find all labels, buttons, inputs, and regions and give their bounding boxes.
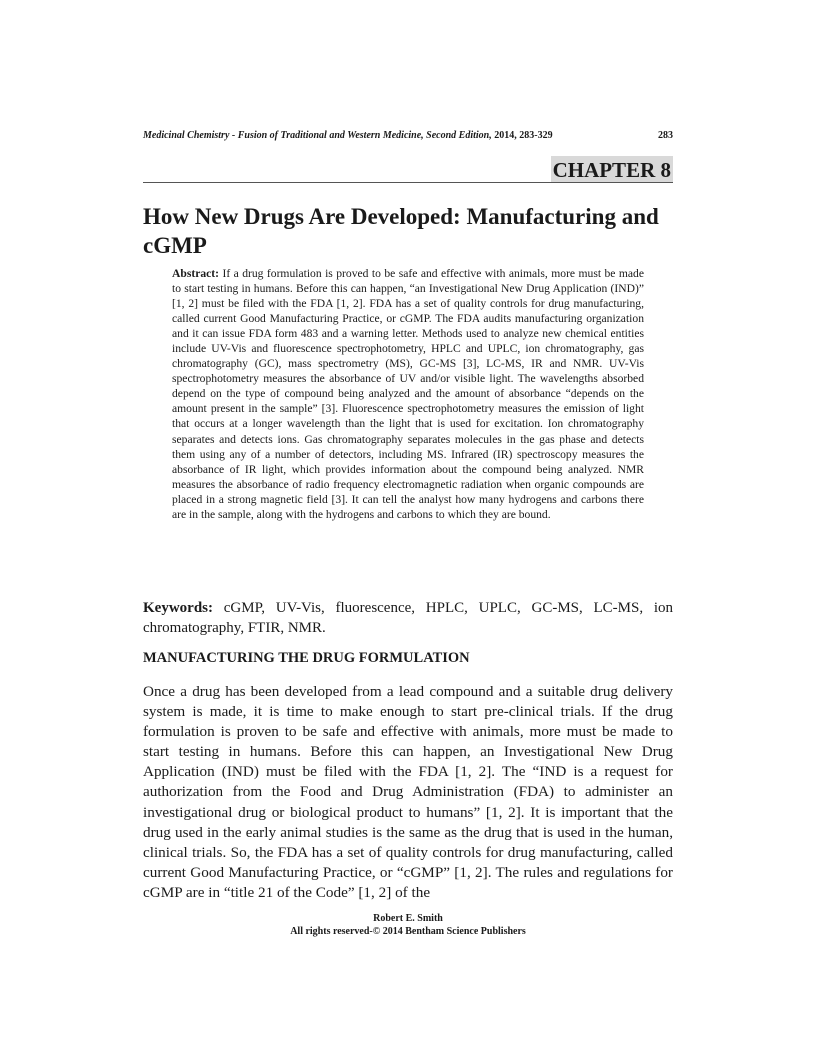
- chapter-divider: [143, 182, 673, 183]
- page-number: 283: [658, 130, 673, 141]
- running-header: [143, 130, 673, 141]
- chapter-title: How New Drugs Are Developed: Manufacturing and cGMP: [143, 204, 659, 258]
- abstract: [172, 266, 644, 522]
- footer-rights: All rights reserved-© 2014 Bentham Science Publishers: [290, 926, 526, 937]
- journal-title: Medicinal Chemistry - Fusion of Traditional and Western Medicine, Second Edition,: [143, 130, 492, 141]
- footer-author: Robert E. Smith: [373, 913, 443, 924]
- keywords-label: Keywords:: [143, 600, 213, 616]
- keywords-text: cGMP, UV-Vis, fluorescence, HPLC, UPLC, GC-MS, LC-MS, ion chromatography, FTIR, NMR.: [143, 600, 674, 636]
- body-paragraph: Once a drug has been developed from a lead compound and a suitable drug delivery system is made, it is time to make enough to start pre-clinical trials. If the drug formulation is proven to be safe and effective with animals, more must be made to start testing in humans. Before this can happen, an Investigational New Drug Application (IND) must be filed with the FDA [1, 2]. The “IND is a request for authorization from the Food and Drug Administration (FDA) to administer an investigational drug or biological product to humans” [1, 2]. It is important that the drug used in the early animal studies is the same as the drug that is used in the human, clinical trials. So, the FDA has a set of quality controls for drug manufacturing, called current Good Manufacturing Practice, or “cGMP” [1, 2]. The rules and regulations for cGMP are in “title 21 of the Code” [1, 2] of the: [143, 683, 673, 901]
- abstract-label: Abstract:: [172, 267, 220, 280]
- year-pages: 2014, 283-329: [494, 130, 553, 141]
- keywords: [143, 598, 673, 638]
- section-heading: MANUFACTURING THE DRUG FORMULATION: [143, 650, 470, 666]
- abstract-text: If a drug formulation is proved to be safe and effective with animals, more must be made to start testing in humans. Before this can happen, “an Investigational New Drug Application (IND)” [1, 2] must be filed with the FDA [1, 2]. FDA has a set of quality controls for drug manufacturing, called current Good Manufacturing Practice, or cGMP. The FDA audits manufacturing organization and it can issue FDA form 483 and a warning letter. Methods used to analyze new chemical entities include UV-Vis and fluorescence spectrophotometry, HPLC and UPLC, ion chromatography, gas chromatography (GC), mass spectrometry (MS), GC-MS [3], LC-MS, IR and NMR. UV-Vis spectrophotometry measures the absorbance of UV and/or visible light. The wavelengths absorbed depend on the type of compound being analyzed and the amount of absorbance “depends on the amount present in the sample” [3]. Fluorescence spectrophotometry measures the emission of light that occurs at a longer wavelength than the light that is used for excitation. Ion chromatography separates and detects ions. Gas chromatography separates molecules in the gas phase and detects them using any of a number of detectors, including MS. Infrared (IR) spectroscopy measures the absorbance of IR light, which provides information about the compound being analyzed. NMR measures the absorbance of radio frequency electromagnetic radiation when organic compounds are placed in a strong magnetic field [3]. It can tell the analyst how many hydrogens and carbons there are in the sample, along with the hydrogens and carbons to which they are bound.: [172, 267, 644, 521]
- page-footer: [143, 912, 673, 938]
- chapter-label: CHAPTER 8: [552, 158, 671, 182]
